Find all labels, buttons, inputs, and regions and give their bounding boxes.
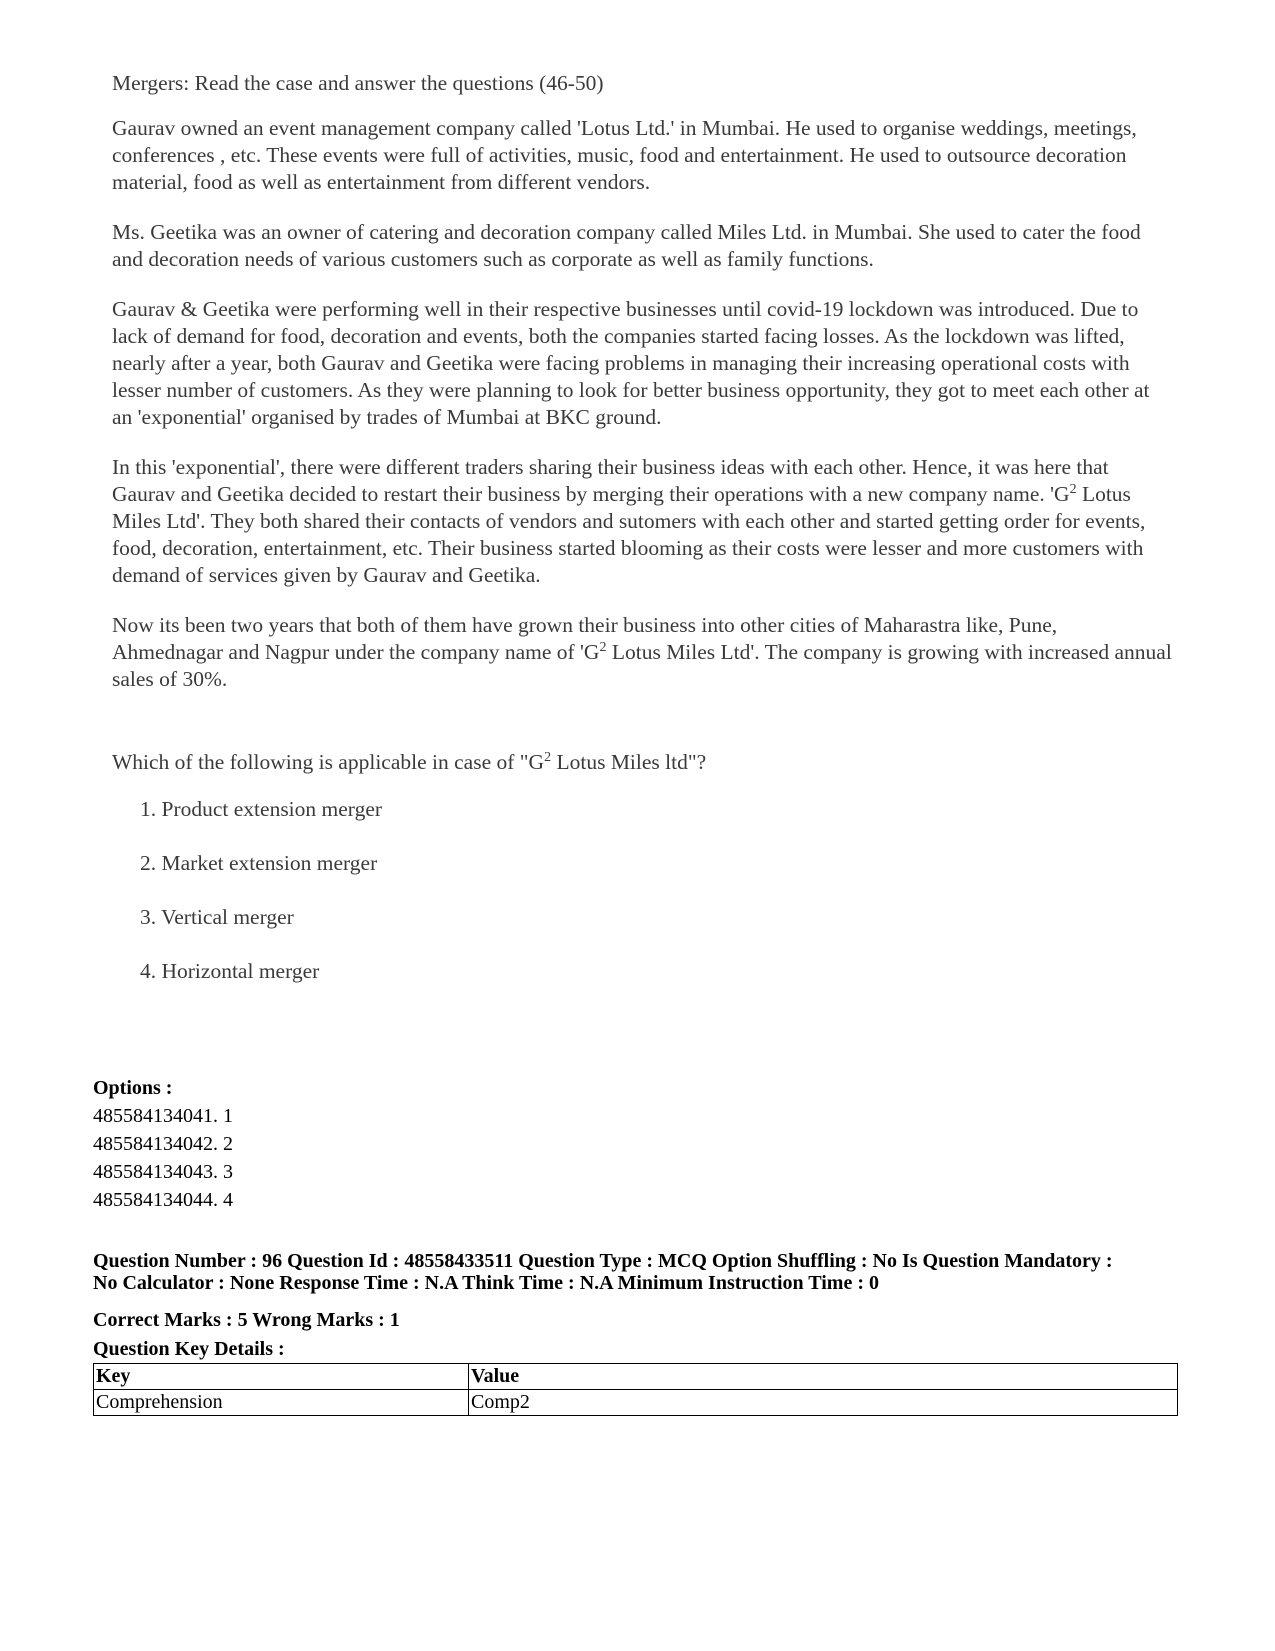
case-paragraph-4-text-a: In this 'exponential', there were different traders sharing their business ideas with each other. Hence, it was here that Gaurav and Geetika decided to restart their business by merging their operations with a new company name. 'G: [112, 455, 1109, 506]
superscript-two: 2: [544, 749, 552, 765]
case-paragraph-5-text-b: Lotus Miles Ltd'. The company is growing with increased annual sales of 30%.: [112, 640, 1172, 691]
marks-line: Correct Marks : 5 Wrong Marks : 1: [93, 1309, 400, 1331]
superscript-two: 2: [1069, 481, 1077, 497]
table-row: [94, 1390, 1178, 1416]
choice-item: 1. Product extension merger: [140, 797, 383, 821]
table-header-row: [94, 1364, 1178, 1390]
options-label: Options :: [93, 1077, 173, 1099]
table-header-value: Value: [469, 1364, 1178, 1390]
option-item: 485584134043. 3: [93, 1161, 233, 1183]
case-paragraph-1: Gaurav owned an event management company called 'Lotus Ltd.' in Mumbai. He used to organise weddings, meetings, conferences , etc. These events were full of activities, music, food and entertainment. He used to outsource decoration material, food as well as entertainment from different vendors.: [112, 116, 1137, 194]
question-text: [112, 749, 1172, 776]
case-paragraph-3: Gaurav & Geetika were performing well in their respective businesses until covid-19 lockdown was introduced. Due to lack of demand for food, decoration and events, both the companies started facing losses. As the lockdown was lifted, nearly after a year, both Gaurav and Geetika were facing problems in managing their increasing operational costs with lesser number of customers. As they were planning to look for better business opportunity, they got to meet each other at an 'exponential' organised by trades of Mumbai at BKC ground.: [112, 297, 1150, 429]
options-block: [93, 1074, 1193, 1214]
case-paragraph-5: [112, 612, 1172, 693]
question-meta-line-1: Question Number : 96 Question Id : 48558433511 Question Type : MCQ Option Shuffling : No Is Question Mandatory :: [93, 1250, 1113, 1272]
superscript-two: 2: [599, 639, 607, 655]
case-paragraph-5-text-a: Now its been two years that both of them have grown their business into other cities of Maharastra like, Pune, Ahmednagar and Nagpur under the company name of 'G: [112, 613, 1058, 664]
key-details-table: [93, 1363, 1178, 1416]
table-cell-key: Comprehension: [94, 1390, 469, 1416]
question-meta-line-2: No Calculator : None Response Time : N.A Think Time : N.A Minimum Instruction Time : 0: [93, 1272, 879, 1294]
case-paragraph-2: Ms. Geetika was an owner of catering and decoration company called Miles Ltd. in Mumbai. She used to cater the food and decoration needs of various customers such as corporate as well as family functions.: [112, 220, 1141, 271]
table-header-key: Key: [94, 1364, 469, 1390]
choice-item: 3. Vertical merger: [140, 905, 294, 929]
case-paragraph-4-text-b: Lotus Miles Ltd'. They both shared their contacts of vendors and sutomers with each other and started getting order for events, food, decoration, entertainment, etc. Their business started blooming as their costs were lesser and more customers with demand of services given by Gaurav and Geetika.: [112, 482, 1146, 587]
case-paragraph-4: [112, 454, 1172, 589]
option-item: 485584134044. 4: [93, 1189, 233, 1211]
key-details-label: Question Key Details :: [93, 1338, 285, 1360]
table-cell-value: Comp2: [469, 1390, 1178, 1416]
question-meta: [93, 1250, 1193, 1294]
option-item: 485584134042. 2: [93, 1133, 233, 1155]
question-text-b: Lotus Miles ltd"?: [551, 750, 707, 774]
case-heading: Mergers: Read the case and answer the questions (46-50): [112, 71, 604, 95]
question-text-a: Which of the following is applicable in case of "G: [112, 750, 545, 774]
question-image: [112, 70, 1172, 1012]
option-item: 485584134041. 1: [93, 1105, 233, 1127]
choice-item: 2. Market extension merger: [140, 851, 378, 875]
choice-item: 4. Horizontal merger: [140, 959, 320, 983]
choice-list: [112, 796, 1172, 985]
